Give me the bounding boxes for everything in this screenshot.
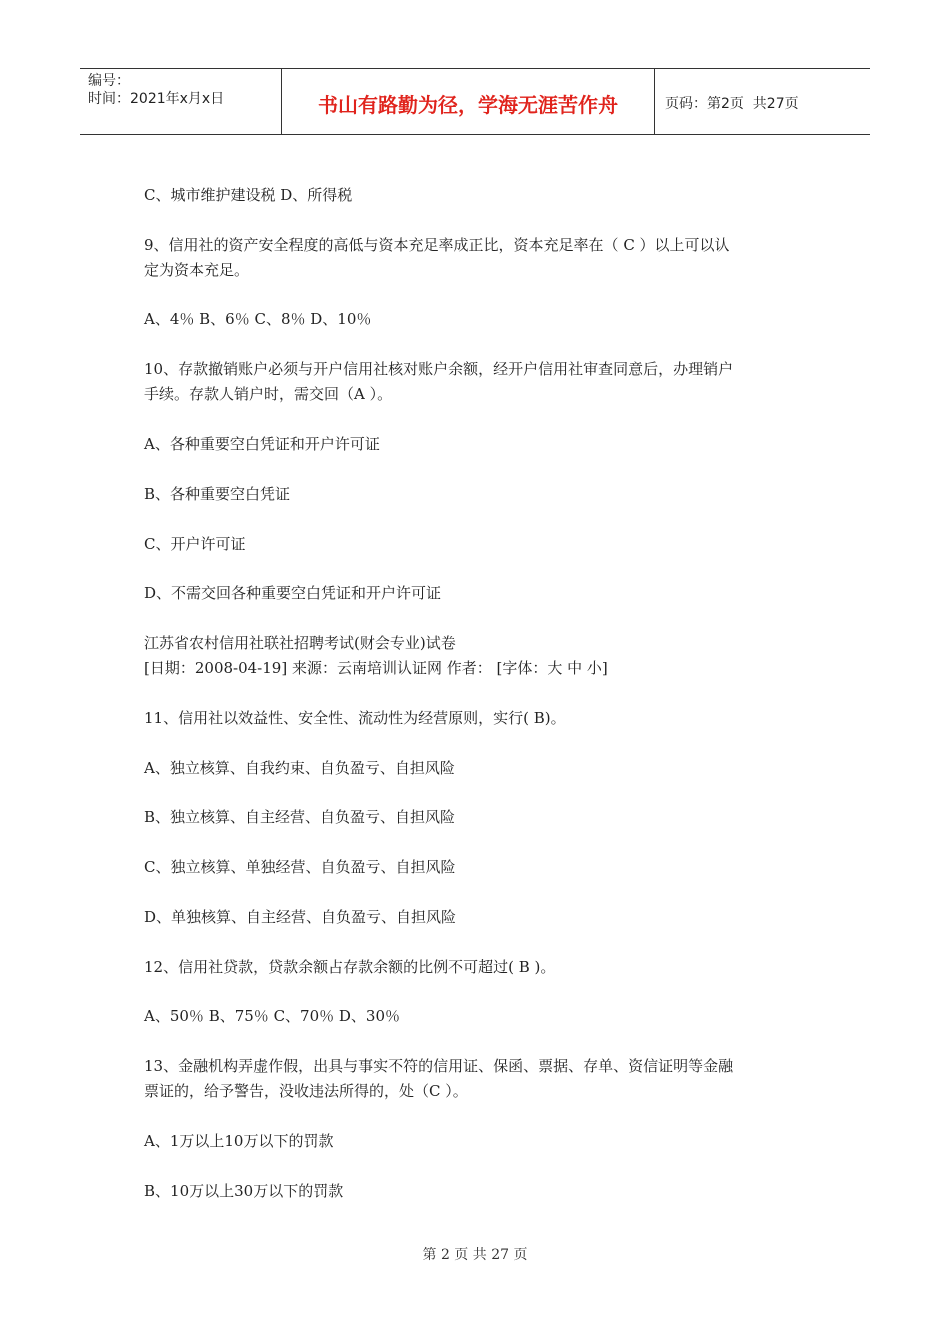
question-9-line-2: 定为资本充足。 [144, 261, 250, 279]
question-11-option-d: D、单独核算、自主经营、自负盈亏、自担风险 [144, 908, 457, 926]
question-10-option-d: D、不需交回各种重要空白凭证和开户许可证 [144, 584, 442, 602]
question-11-option-a: A、独立核算、自我约束、自负盈亏、自担风险 [144, 759, 455, 777]
question-13-option-b: B、10万以上30万以下的罚款 [144, 1182, 344, 1200]
question-12-options: A、50％ B、75％ C、70％ D、30％ [144, 1007, 401, 1025]
question-10-option-b: B、各种重要空白凭证 [144, 485, 291, 503]
page-info-text: 页码：第2页 共27页 [665, 96, 799, 112]
section-title: 江苏省农村信用社联社招聘考试(财会专业)试卷 [144, 634, 456, 652]
page-footer: 第 2 页 共 27 页 [422, 1247, 528, 1263]
question-10-line-1: 10、存款撤销账户必须与开户信用社核对账户余额，经开户信用社审查同意后，办理销户 [144, 360, 734, 378]
question-13-option-a: A、1万以上10万以下的罚款 [144, 1132, 334, 1150]
header-meta [80, 69, 282, 134]
document-number-label: 编号： [88, 73, 130, 89]
page-header [80, 68, 870, 135]
question-9-options: A、4％ B、6％ C、8％ D、10％ [144, 310, 372, 328]
question-11-option-b: B、独立核算、自主经营、自负盈亏、自担风险 [144, 808, 456, 826]
question-11: 11、信用社以效益性、安全性、流动性为经营原则，实行( B)。 [144, 709, 566, 727]
header-motto: 书山有路勤为径，学海无涯苦作舟 [282, 69, 655, 134]
question-10-option-a: A、各种重要空白凭证和开户许可证 [144, 435, 380, 453]
question-9-line-1: 9、信用社的资产安全程度的高低与资本充足率成正比，资本充足率在（ C ）以上可以认 [144, 236, 730, 254]
question-13-line-1: 13、金融机构弄虚作假，出具与事实不符的信用证、保函、票据、存单、资信证明等金融 [144, 1057, 734, 1075]
question-11-option-c: C、独立核算、单独经营、自负盈亏、自担风险 [144, 858, 456, 876]
question-12: 12、信用社贷款，贷款余额占存款余额的比例不可超过( B )。 [144, 958, 556, 976]
question-13-line-2: 票证的，给予警告，没收违法所得的，处（C ）。 [144, 1082, 468, 1100]
text-line: C、城市维护建设税 D、所得税 [144, 186, 353, 204]
question-10-option-c: C、开户许可证 [144, 535, 246, 553]
section-meta: [日期：2008-04-19] 来源：云南培训认证网 作者： [字体：大 中 小] [144, 659, 608, 677]
header-page-info [655, 69, 870, 134]
document-time-label: 时间：2021年x月x日 [88, 91, 225, 107]
question-10-line-2: 手续。存款人销户时，需交回（A ）。 [144, 385, 393, 403]
